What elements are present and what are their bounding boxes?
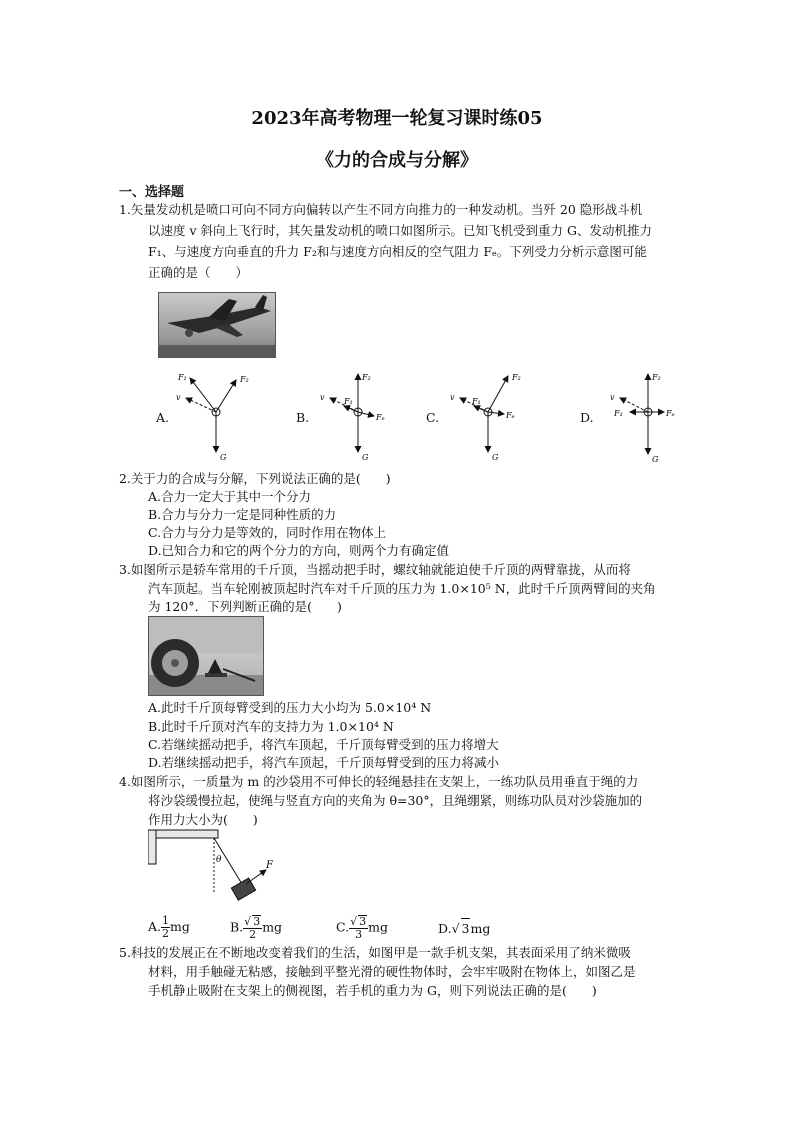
car-jack-image [149, 617, 264, 696]
fighter-jet-photo [158, 292, 276, 358]
svg-text:F₂: F₂ [512, 373, 521, 382]
diagram-a [176, 373, 249, 462]
q4-option-d-prefix: D. [438, 921, 452, 936]
q3-stem-line-3: 为 120°．下列判断正确的是( ) [148, 599, 342, 614]
q4-option-c-prefix: C. [336, 919, 350, 935]
q4-option-b-prefix: B. [230, 919, 244, 935]
q2-stem: 2.关于力的合成与分解，下列说法正确的是( ) [119, 471, 391, 486]
q4-option-a-prefix: A. [148, 919, 162, 934]
svg-text:v: v [320, 393, 325, 402]
svg-text:F₂: F₂ [652, 373, 661, 382]
svg-text:F₂: F₂ [240, 375, 249, 384]
svg-text:G: G [492, 453, 499, 462]
car-jack-photo [148, 616, 264, 696]
q4-option-b-unit: mg [262, 919, 283, 935]
q4-option-d-radicand: 3 [461, 918, 471, 939]
q4-option-b-num: √ 3 [244, 915, 261, 928]
q2-option-d: D.已知合力和它的两个分力的方向，则两个力有确定值 [148, 543, 450, 558]
q4-force-label: F [266, 860, 273, 871]
q3-option-a: A.此时千斤顶每臂受到的压力大小均为 5.0×10⁴ N [148, 700, 432, 715]
svg-text:F₁: F₁ [178, 373, 187, 382]
q4-option-c-fraction [349, 915, 368, 941]
q5-stem-line-2: 材料，用手触碰无粘感，接触到平整光滑的硬性物体时，会牢牢吸附在物体上，如图乙是 [148, 964, 636, 979]
q4-option-c-unit: mg [368, 919, 388, 935]
svg-text:G: G [362, 453, 369, 462]
q1-stem-line-4: 正确的是（ ） [148, 265, 249, 280]
q1-stem-line-1: 1.矢量发动机是喷口可向不同方向偏转以产生不同方向推力的一种发动机。当歼 20 隐形战斗机 [119, 202, 643, 217]
q1-stem-line-2: 以速度 v 斜向上飞行时，其矢量发动机的喷口如图所示。已知飞机受到重力 G、发动机推力 [148, 223, 652, 238]
q1-stem-line-3: F₁、与速度方向垂直的升力 F₂和与速度方向相反的空气阻力 Fₑ。下列受力分析示意图可能 [148, 244, 647, 259]
q2-option-a: A.合力一定大于其中一个分力 [148, 489, 312, 504]
svg-text:Fₑ: Fₑ [506, 411, 515, 420]
q4-option-c-num: √ 3 [350, 915, 367, 928]
q2-option-b: B.合力与分力一定是同种性质的力 [148, 507, 337, 522]
svg-text:F₂: F₂ [362, 373, 371, 382]
svg-text:F₁: F₁ [344, 397, 353, 406]
q4-option-a-den: 2 [162, 927, 170, 940]
q3-option-b: B.此时千斤顶对汽车的支持力为 1.0×10⁴ N [148, 719, 394, 734]
q4-option-b [230, 915, 282, 941]
svg-text:G: G [652, 455, 659, 464]
q4-option-a-fraction [161, 915, 170, 940]
page-title: 2023年高考物理一轮复习课时练05 [251, 108, 543, 129]
q1-option-d: D. [580, 410, 594, 425]
q4-option-d: D.√ 3mg [438, 918, 490, 939]
svg-text:v: v [176, 393, 181, 402]
diagram-d [610, 373, 675, 464]
q4-option-c-den: 3 [355, 928, 363, 941]
q3-option-d: D.若继续摇动把手，将汽车顶起，千斤顶每臂受到的压力将减小 [148, 755, 500, 770]
q4-stem-line-1: 4.如图所示，一质量为 m 的沙袋用不可伸长的轻绳悬挂在支架上，一练功队员用垂直于绳的力 [119, 774, 639, 789]
q1-option-b: B. [296, 410, 310, 425]
section-heading: 一、选择题 [119, 185, 185, 200]
q4-angle-label: θ [216, 855, 222, 865]
q4-stem-line-2: 将沙袋缓慢拉起，使绳与竖直方向的夹角为 θ=30°，且绳绷紧，则练功队员对沙袋施加的 [148, 793, 643, 808]
q4-option-a-num: 1 [162, 914, 170, 927]
q3-option-c: C.若继续摇动把手，将汽车顶起，千斤顶每臂受到的压力将增大 [148, 737, 499, 752]
fighter-jet-image [159, 293, 276, 358]
q4-option-a [148, 915, 190, 940]
page-subtitle: 《力的合成与分解》 [316, 150, 478, 171]
q3-stem-line-2: 汽车顶起。当车轮刚被顶起时汽车对千斤顶的压力为 1.0×10⁵ N，此时千斤顶两臂间的夹角 [148, 581, 656, 596]
q4-stem-line-3: 作用力大小为( ) [148, 812, 258, 827]
q4-option-b-den: 2 [249, 928, 257, 941]
q4-sandbag-figure [148, 828, 288, 908]
q3-stem-line-1: 3.如图所示是轿车常用的千斤顶，当摇动把手时，螺纹轴就能迫使千斤顶的两臂靠拢，从而将 [119, 562, 631, 577]
diagram-c [450, 373, 521, 462]
svg-text:F₁: F₁ [614, 409, 623, 418]
svg-text:Fₑ: Fₑ [376, 413, 385, 422]
diagram-b [320, 373, 385, 462]
q5-stem-line-1: 5.科技的发展正在不断地改变着我们的生活，如图甲是一款手机支架，其表面采用了纳米微吸 [119, 945, 631, 960]
q1-force-diagrams [148, 368, 688, 464]
q4-option-c [336, 915, 388, 941]
svg-text:v: v [610, 393, 615, 402]
q1-option-a: A. [156, 410, 170, 425]
q4-option-d-unit: mg [470, 921, 491, 936]
svg-text:G: G [220, 453, 227, 462]
q1-option-c: C. [426, 410, 440, 425]
q5-stem-line-3: 手机静止吸附在支架上的侧视图，若手机的重力为 G，则下列说法正确的是( ) [148, 983, 597, 998]
q2-option-c: C.合力与分力是等效的，同时作用在物体上 [148, 525, 387, 540]
q4-option-a-unit: mg [170, 919, 190, 934]
q4-option-b-fraction [243, 915, 262, 941]
svg-text:Fₑ: Fₑ [666, 409, 675, 418]
svg-text:v: v [450, 393, 455, 402]
svg-text:F₁: F₁ [472, 397, 481, 406]
